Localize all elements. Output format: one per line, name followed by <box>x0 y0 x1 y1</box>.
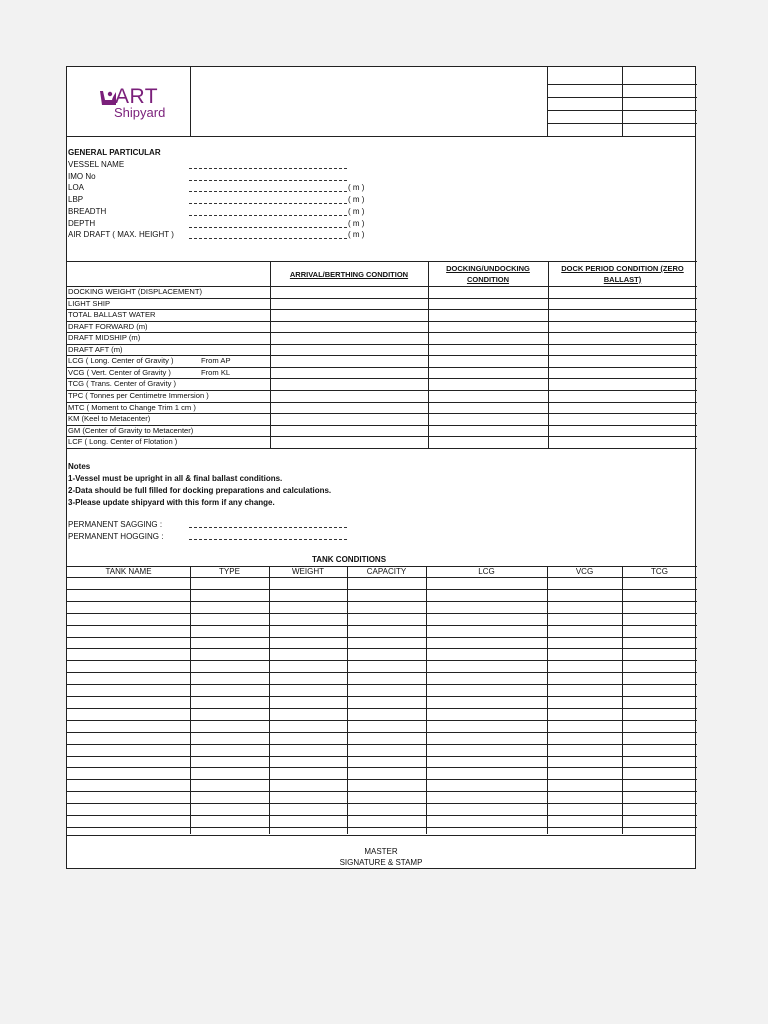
tank-value-cell[interactable] <box>68 780 189 790</box>
field-label: LBP <box>68 195 84 205</box>
tank-value-cell[interactable] <box>623 614 696 624</box>
tank-value-cell[interactable] <box>68 792 189 802</box>
condition-value-cell[interactable] <box>271 414 427 424</box>
tank-column-header: TYPE <box>219 567 240 576</box>
tank-value-cell[interactable] <box>191 649 268 659</box>
logo-art-text: ART <box>115 85 159 108</box>
tank-value-cell[interactable] <box>270 733 346 743</box>
tank-value-cell[interactable] <box>270 578 346 588</box>
condition-row-label: LCF ( Long. Center of Flotation ) <box>68 437 178 447</box>
tank-value-cell[interactable] <box>548 649 621 659</box>
tank-value-cell[interactable] <box>191 757 268 767</box>
condition-row-label: DRAFT AFT (m) <box>68 344 123 354</box>
tank-value-cell[interactable] <box>348 661 425 671</box>
tank-value-cell[interactable] <box>68 614 189 624</box>
tank-value-cell[interactable] <box>191 721 268 731</box>
tank-value-cell[interactable] <box>427 673 546 683</box>
condition-row-label: DOCKING WEIGHT (DISPLACEMENT) <box>68 287 203 296</box>
tank-value-cell[interactable] <box>548 721 621 731</box>
tank-column-header: WEIGHT <box>292 567 324 576</box>
tank-value-cell[interactable] <box>623 673 696 683</box>
tank-value-cell[interactable] <box>191 602 268 612</box>
logo-shipyard-text: Shipyard <box>114 105 166 120</box>
condition-value-cell[interactable] <box>429 379 547 389</box>
tank-value-cell[interactable] <box>191 768 268 778</box>
tank-value-cell[interactable] <box>68 649 189 659</box>
tank-value-cell[interactable] <box>548 578 621 588</box>
tank-value-cell[interactable] <box>348 792 425 802</box>
condition-row-label: VCG ( Vert. Center of Gravity ) <box>68 367 171 377</box>
table-top-border <box>67 261 697 262</box>
tank-value-cell[interactable] <box>270 638 346 648</box>
tank-value-cell[interactable] <box>191 816 268 826</box>
tank-value-cell[interactable] <box>270 816 346 826</box>
tank-value-cell[interactable] <box>348 626 425 636</box>
condition-value-cell[interactable] <box>429 356 547 366</box>
tank-conditions-title: TANK CONDITIONS <box>311 555 387 564</box>
tank-value-cell[interactable] <box>623 721 696 731</box>
tank-value-cell[interactable] <box>68 602 189 612</box>
condition-row-label: LCG ( Long. Center of Gravity ) <box>68 356 174 366</box>
field-unit: ( m ) <box>348 195 365 205</box>
tank-value-cell[interactable] <box>427 792 546 802</box>
field-label: AIR DRAFT ( MAX. HEIGHT ) <box>68 230 174 240</box>
field-label: LOA <box>68 183 85 193</box>
tank-value-cell[interactable] <box>191 638 268 648</box>
tank-value-cell[interactable] <box>191 578 268 588</box>
condition-value-cell[interactable] <box>549 379 696 389</box>
condition-value-cell[interactable] <box>271 287 427 297</box>
header-info-grid <box>547 67 697 136</box>
row-border <box>67 448 697 449</box>
condition-value-cell[interactable] <box>549 426 696 436</box>
col-dock-period: DOCK PERIOD CONDITION (ZERO BALLAST) <box>561 264 684 284</box>
tank-value-cell[interactable] <box>623 780 696 790</box>
tank-value-cell[interactable] <box>548 816 621 826</box>
tank-value-cell[interactable] <box>270 780 346 790</box>
tank-value-cell[interactable] <box>548 804 621 814</box>
tank-value-cell[interactable] <box>270 768 346 778</box>
condition-row-label: KM (Keel to Metacenter) <box>68 414 151 424</box>
condition-row-label: DRAFT MIDSHIP (m) <box>68 333 141 343</box>
permanent-label: PERMANENT SAGGING : <box>68 520 163 529</box>
tank-value-cell[interactable] <box>623 757 696 767</box>
tank-value-cell[interactable] <box>427 638 546 648</box>
tank-value-cell[interactable] <box>548 709 621 719</box>
condition-value-cell[interactable] <box>271 437 427 447</box>
condition-row-reference: From AP <box>201 356 231 366</box>
tank-value-cell[interactable] <box>68 721 189 731</box>
note-item: 3-Please update shipyard with this form if any change. <box>68 498 275 507</box>
tank-value-cell[interactable] <box>68 709 189 719</box>
tank-value-cell[interactable] <box>427 649 546 659</box>
tank-value-cell[interactable] <box>427 626 546 636</box>
tank-value-cell[interactable] <box>548 638 621 648</box>
tank-value-cell[interactable] <box>623 697 696 707</box>
tank-value-cell[interactable] <box>348 649 425 659</box>
tank-value-cell[interactable] <box>623 590 696 600</box>
tank-value-cell[interactable] <box>68 661 189 671</box>
tank-value-cell[interactable] <box>270 661 346 671</box>
condition-value-cell[interactable] <box>271 403 427 413</box>
tank-value-cell[interactable] <box>623 661 696 671</box>
tank-value-cell[interactable] <box>270 673 346 683</box>
field-input-line[interactable] <box>189 238 347 239</box>
tank-value-cell[interactable] <box>270 614 346 624</box>
tank-value-cell[interactable] <box>427 733 546 743</box>
field-input-line[interactable] <box>189 215 347 216</box>
docking-form-sheet <box>66 66 696 869</box>
condition-value-cell[interactable] <box>549 368 696 378</box>
tank-value-cell[interactable] <box>427 757 546 767</box>
tank-value-cell[interactable] <box>623 602 696 612</box>
header-title-cell <box>190 67 548 136</box>
tank-value-cell[interactable] <box>191 792 268 802</box>
tank-value-cell[interactable] <box>427 816 546 826</box>
tank-value-cell[interactable] <box>548 685 621 695</box>
tank-value-cell[interactable] <box>191 697 268 707</box>
tank-value-cell[interactable] <box>348 590 425 600</box>
tank-column-header: TCG <box>651 567 668 576</box>
tank-value-cell[interactable] <box>548 602 621 612</box>
field-unit: ( m ) <box>348 183 365 193</box>
tank-value-cell[interactable] <box>68 685 189 695</box>
tank-value-cell[interactable] <box>548 733 621 743</box>
tank-row-border <box>67 827 697 828</box>
tank-value-cell[interactable] <box>623 804 696 814</box>
note-item: 1-Vessel must be upright in all & final ballast conditions. <box>68 474 283 483</box>
field-input-line[interactable] <box>189 203 347 204</box>
tank-value-cell[interactable] <box>427 745 546 755</box>
tank-value-cell[interactable] <box>270 721 346 731</box>
tank-value-cell[interactable] <box>270 602 346 612</box>
tank-value-cell[interactable] <box>68 626 189 636</box>
col-docking-undocking: DOCKING/UNDOCKING CONDITION <box>446 264 530 284</box>
tank-value-cell[interactable] <box>548 792 621 802</box>
tank-value-cell[interactable] <box>191 780 268 790</box>
tank-value-cell[interactable] <box>427 602 546 612</box>
tank-column-header: CAPACITY <box>366 567 407 576</box>
tank-value-cell[interactable] <box>270 590 346 600</box>
condition-value-cell[interactable] <box>549 299 696 309</box>
tank-value-cell[interactable] <box>270 804 346 814</box>
tank-value-cell[interactable] <box>68 673 189 683</box>
tank-value-cell[interactable] <box>548 768 621 778</box>
tank-value-cell[interactable] <box>427 685 546 695</box>
condition-value-cell[interactable] <box>549 356 696 366</box>
tank-value-cell[interactable] <box>623 578 696 588</box>
tank-value-cell[interactable] <box>68 578 189 588</box>
tank-value-cell[interactable] <box>348 816 425 826</box>
tank-value-cell[interactable] <box>548 590 621 600</box>
field-label: DEPTH <box>68 218 96 228</box>
header-grid-divider <box>622 67 623 136</box>
condition-row-reference: From KL <box>201 367 231 377</box>
condition-value-cell[interactable] <box>429 403 547 413</box>
tank-value-cell[interactable] <box>68 590 189 600</box>
permanent-input-line[interactable] <box>189 527 347 528</box>
tank-value-cell[interactable] <box>191 661 268 671</box>
permanent-input-line[interactable] <box>189 539 347 540</box>
condition-row-label: TOTAL BALLAST WATER <box>68 310 156 320</box>
tank-value-cell[interactable] <box>68 697 189 707</box>
tank-value-cell[interactable] <box>623 816 696 826</box>
tank-value-cell[interactable] <box>427 614 546 624</box>
tank-value-cell[interactable] <box>191 745 268 755</box>
master-label: MASTER <box>364 847 398 856</box>
tank-value-cell[interactable] <box>348 768 425 778</box>
condition-value-cell[interactable] <box>429 345 547 355</box>
tank-value-cell[interactable] <box>427 768 546 778</box>
condition-value-cell[interactable] <box>549 403 696 413</box>
tank-value-cell[interactable] <box>623 733 696 743</box>
condition-value-cell[interactable] <box>429 391 547 401</box>
tank-value-cell[interactable] <box>548 745 621 755</box>
condition-value-cell[interactable] <box>549 322 696 332</box>
condition-value-cell[interactable] <box>429 322 547 332</box>
condition-value-cell[interactable] <box>271 322 427 332</box>
general-particular-heading: GENERAL PARTICULAR <box>68 148 161 157</box>
condition-value-cell[interactable] <box>549 310 696 320</box>
tank-value-cell[interactable] <box>348 804 425 814</box>
condition-value-cell[interactable] <box>429 310 547 320</box>
tank-value-cell[interactable] <box>427 578 546 588</box>
tank-value-cell[interactable] <box>191 590 268 600</box>
condition-value-cell[interactable] <box>271 310 427 320</box>
tank-value-cell[interactable] <box>427 661 546 671</box>
condition-value-cell[interactable] <box>549 437 696 447</box>
tank-value-cell[interactable] <box>548 673 621 683</box>
tank-value-cell[interactable] <box>191 804 268 814</box>
tank-value-cell[interactable] <box>623 768 696 778</box>
tank-value-cell[interactable] <box>623 626 696 636</box>
condition-value-cell[interactable] <box>271 299 427 309</box>
condition-value-cell[interactable] <box>549 345 696 355</box>
condition-value-cell[interactable] <box>549 287 696 297</box>
tank-value-cell[interactable] <box>623 685 696 695</box>
tank-value-cell[interactable] <box>348 745 425 755</box>
tank-value-cell[interactable] <box>68 638 189 648</box>
condition-value-cell[interactable] <box>271 379 427 389</box>
signature-area <box>67 835 695 869</box>
tank-value-cell[interactable] <box>270 709 346 719</box>
tank-value-cell[interactable] <box>548 626 621 636</box>
field-input-line[interactable] <box>189 168 347 169</box>
field-unit: ( m ) <box>348 218 365 228</box>
tank-value-cell[interactable] <box>548 757 621 767</box>
tank-value-cell[interactable] <box>623 709 696 719</box>
condition-value-cell[interactable] <box>549 414 696 424</box>
condition-value-cell[interactable] <box>271 426 427 436</box>
condition-row-label: LIGHT SHIP <box>68 298 111 308</box>
field-unit: ( m ) <box>348 230 365 240</box>
tank-value-cell[interactable] <box>427 709 546 719</box>
tank-value-cell[interactable] <box>191 733 268 743</box>
tank-value-cell[interactable] <box>68 768 189 778</box>
condition-row-label: TPC ( Tonnes per Centimetre Immersion ) <box>68 390 209 400</box>
form-header <box>67 67 695 137</box>
tank-value-cell[interactable] <box>348 638 425 648</box>
tank-value-cell[interactable] <box>191 614 268 624</box>
tank-value-cell[interactable] <box>348 721 425 731</box>
condition-row-label: GM (Center of Gravity to Metacenter) <box>68 425 194 435</box>
tank-value-cell[interactable] <box>191 709 268 719</box>
tank-value-cell[interactable] <box>623 745 696 755</box>
permanent-label: PERMANENT HOGGING : <box>68 532 164 541</box>
tank-column-header: TANK NAME <box>105 567 152 576</box>
tank-value-cell[interactable] <box>348 757 425 767</box>
condition-value-cell[interactable] <box>271 333 427 343</box>
tank-column-header: VCG <box>575 567 594 576</box>
tank-value-cell[interactable] <box>348 709 425 719</box>
condition-value-cell[interactable] <box>271 356 427 366</box>
condition-value-cell[interactable] <box>429 299 547 309</box>
condition-row-label: DRAFT FORWARD (m) <box>68 321 148 331</box>
tank-value-cell[interactable] <box>548 614 621 624</box>
condition-value-cell[interactable] <box>549 333 696 343</box>
field-label: IMO No <box>68 171 96 181</box>
tank-value-cell[interactable] <box>427 697 546 707</box>
tank-value-cell[interactable] <box>348 614 425 624</box>
tank-value-cell[interactable] <box>191 673 268 683</box>
tank-value-cell[interactable] <box>270 792 346 802</box>
tank-value-cell[interactable] <box>623 792 696 802</box>
tank-value-cell[interactable] <box>427 780 546 790</box>
tank-value-cell[interactable] <box>348 578 425 588</box>
condition-value-cell[interactable] <box>429 437 547 447</box>
tank-value-cell[interactable] <box>348 673 425 683</box>
condition-value-cell[interactable] <box>429 426 547 436</box>
condition-value-cell[interactable] <box>429 333 547 343</box>
field-unit: ( m ) <box>348 206 365 216</box>
tank-value-cell[interactable] <box>270 626 346 636</box>
tank-value-cell[interactable] <box>68 804 189 814</box>
tank-value-cell[interactable] <box>427 590 546 600</box>
tank-value-cell[interactable] <box>68 745 189 755</box>
tank-value-cell[interactable] <box>427 721 546 731</box>
tank-value-cell[interactable] <box>427 804 546 814</box>
tank-value-cell[interactable] <box>548 661 621 671</box>
tank-value-cell[interactable] <box>68 733 189 743</box>
field-label: BREADTH <box>68 206 107 216</box>
condition-value-cell[interactable] <box>429 368 547 378</box>
tank-value-cell[interactable] <box>270 745 346 755</box>
field-input-line[interactable] <box>189 191 347 192</box>
field-input-line[interactable] <box>189 227 347 228</box>
tank-value-cell[interactable] <box>348 780 425 790</box>
tank-value-cell[interactable] <box>548 780 621 790</box>
condition-value-cell[interactable] <box>429 414 547 424</box>
tank-value-cell[interactable] <box>191 626 268 636</box>
tank-value-cell[interactable] <box>548 697 621 707</box>
note-item: 2-Data should be full filled for docking preparations and calculations. <box>68 486 332 495</box>
condition-value-cell[interactable] <box>271 368 427 378</box>
condition-value-cell[interactable] <box>271 345 427 355</box>
condition-value-cell[interactable] <box>549 391 696 401</box>
tank-value-cell[interactable] <box>623 638 696 648</box>
tank-value-cell[interactable] <box>623 649 696 659</box>
condition-row-label: TCG ( Trans. Center of Gravity ) <box>68 379 177 389</box>
tank-value-cell[interactable] <box>68 757 189 767</box>
tank-value-cell[interactable] <box>348 685 425 695</box>
field-label: VESSEL NAME <box>68 160 125 169</box>
tank-value-cell[interactable] <box>348 733 425 743</box>
condition-row-label: MTC ( Moment to Change Trim 1 cm ) <box>68 402 196 412</box>
tank-value-cell[interactable] <box>191 685 268 695</box>
tank-column-header: LCG <box>478 567 495 576</box>
tank-value-cell[interactable] <box>270 649 346 659</box>
tank-value-cell[interactable] <box>270 685 346 695</box>
field-input-line[interactable] <box>189 180 347 181</box>
tank-value-cell[interactable] <box>348 697 425 707</box>
tank-value-cell[interactable] <box>348 602 425 612</box>
tank-value-cell[interactable] <box>270 757 346 767</box>
tank-value-cell[interactable] <box>68 816 189 826</box>
col-arrival-berthing: ARRIVAL/BERTHING CONDITION <box>289 270 409 279</box>
signature-stamp-label: SIGNATURE & STAMP <box>339 858 423 867</box>
logo-cell <box>67 67 191 136</box>
condition-value-cell[interactable] <box>429 287 547 297</box>
tank-value-cell[interactable] <box>270 697 346 707</box>
condition-value-cell[interactable] <box>271 391 427 401</box>
notes-heading: Notes <box>68 462 91 471</box>
